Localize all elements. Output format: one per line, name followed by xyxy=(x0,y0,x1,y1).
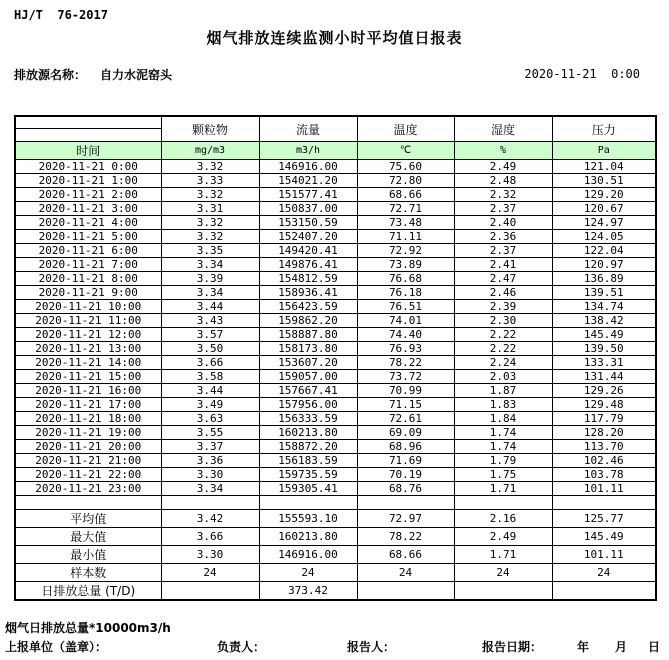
summary-value-cell: 3.42 xyxy=(161,510,259,528)
value-cell: 159862.20 xyxy=(259,314,357,328)
value-cell: 2.22 xyxy=(454,342,552,356)
value-cell: 158887.80 xyxy=(259,328,357,342)
time-cell: 2020-11-21 7:00 xyxy=(15,258,161,272)
time-cell: 2020-11-21 20:00 xyxy=(15,440,161,454)
time-cell: 2020-11-21 19:00 xyxy=(15,426,161,440)
data-row xyxy=(15,244,656,258)
summary-label-cell: 最小值 xyxy=(15,546,161,564)
value-cell: 152407.20 xyxy=(259,230,357,244)
value-cell: 74.01 xyxy=(357,314,454,328)
value-cell: 3.50 xyxy=(161,342,259,356)
summary-value-cell: 3.30 xyxy=(161,546,259,564)
value-cell: 146916.00 xyxy=(259,160,357,174)
time-cell: 2020-11-21 11:00 xyxy=(15,314,161,328)
summary-value-cell: 24 xyxy=(552,564,656,582)
corner-top-cell xyxy=(16,117,161,129)
unit-flow: m3/h xyxy=(259,142,357,160)
col-header-pressure: 压力 xyxy=(552,116,656,142)
data-row xyxy=(15,342,656,356)
data-row xyxy=(15,314,656,328)
monitoring-table xyxy=(14,115,657,601)
value-cell: 3.30 xyxy=(161,468,259,482)
summary-value-cell: 1.71 xyxy=(454,546,552,564)
value-cell: 3.35 xyxy=(161,244,259,258)
column-name-row xyxy=(15,116,656,142)
summary-value-cell: 68.66 xyxy=(357,546,454,564)
value-cell: 76.93 xyxy=(357,342,454,356)
responsible-label: 负责人： xyxy=(217,640,266,654)
flow-total-note: 烟气日排放总量*10000m3/h xyxy=(5,621,171,635)
value-cell: 3.58 xyxy=(161,370,259,384)
value-cell: 72.92 xyxy=(357,244,454,258)
value-cell: 2.41 xyxy=(454,258,552,272)
emission-source-row xyxy=(14,66,172,83)
value-cell: 128.20 xyxy=(552,426,656,440)
value-cell: 134.74 xyxy=(552,300,656,314)
report-unit-label: 上报单位（盖章）： xyxy=(5,640,108,654)
value-cell: 1.74 xyxy=(454,440,552,454)
value-cell: 1.79 xyxy=(454,454,552,468)
data-row xyxy=(15,412,656,426)
value-cell: 3.32 xyxy=(161,230,259,244)
summary-value-cell: 24 xyxy=(357,564,454,582)
value-cell: 129.26 xyxy=(552,384,656,398)
value-cell: 103.78 xyxy=(552,468,656,482)
data-row xyxy=(15,370,656,384)
value-cell: 159735.59 xyxy=(259,468,357,482)
value-cell: 124.05 xyxy=(552,230,656,244)
data-row xyxy=(15,356,656,370)
value-cell: 68.96 xyxy=(357,440,454,454)
value-cell: 153150.59 xyxy=(259,216,357,230)
summary-value-cell: 155593.10 xyxy=(259,510,357,528)
summary-value-cell xyxy=(552,582,656,601)
unit-row xyxy=(15,142,656,160)
summary-value-cell xyxy=(357,582,454,601)
value-cell: 159305.41 xyxy=(259,482,357,496)
standard-code: HJ/T 76-2017 xyxy=(14,8,108,22)
value-cell: 2.30 xyxy=(454,314,552,328)
data-row xyxy=(15,468,656,482)
value-cell: 122.04 xyxy=(552,244,656,258)
value-cell: 73.89 xyxy=(357,258,454,272)
data-row xyxy=(15,216,656,230)
summary-value-cell: 373.42 xyxy=(259,582,357,601)
value-cell: 3.44 xyxy=(161,300,259,314)
data-row xyxy=(15,426,656,440)
emission-source-name: 自力水泥窑头 xyxy=(100,68,173,82)
data-row xyxy=(15,440,656,454)
time-cell: 2020-11-21 4:00 xyxy=(15,216,161,230)
value-cell: 70.99 xyxy=(357,384,454,398)
value-cell: 73.72 xyxy=(357,370,454,384)
value-cell: 2.39 xyxy=(454,300,552,314)
col-header-humidity: 湿度 xyxy=(454,116,552,142)
value-cell: 151577.41 xyxy=(259,188,357,202)
value-cell: 2.03 xyxy=(454,370,552,384)
value-cell: 78.22 xyxy=(357,356,454,370)
data-row xyxy=(15,300,656,314)
data-row xyxy=(15,202,656,216)
time-cell: 2020-11-21 10:00 xyxy=(15,300,161,314)
value-cell: 160213.80 xyxy=(259,426,357,440)
time-cell: 2020-11-21 0:00 xyxy=(15,160,161,174)
col-header-temperature: 温度 xyxy=(357,116,454,142)
year-label: 年 xyxy=(577,640,590,654)
value-cell: 2.40 xyxy=(454,216,552,230)
time-cell: 2020-11-21 23:00 xyxy=(15,482,161,496)
value-cell: 158173.80 xyxy=(259,342,357,356)
time-header-corner xyxy=(15,116,161,142)
value-cell: 158936.41 xyxy=(259,286,357,300)
value-cell: 153607.20 xyxy=(259,356,357,370)
time-cell: 2020-11-21 18:00 xyxy=(15,412,161,426)
summary-value-cell: 72.97 xyxy=(357,510,454,528)
value-cell: 1.87 xyxy=(454,384,552,398)
value-cell: 74.40 xyxy=(357,328,454,342)
value-cell: 3.33 xyxy=(161,174,259,188)
time-cell: 2020-11-21 2:00 xyxy=(15,188,161,202)
summary-label-cell: 日排放总量 (T/D) xyxy=(15,582,161,601)
value-cell: 3.37 xyxy=(161,440,259,454)
unit-particulate: mg/m3 xyxy=(161,142,259,160)
value-cell: 2.37 xyxy=(454,244,552,258)
emission-source-label: 排放源名称： xyxy=(14,68,87,82)
value-cell: 129.20 xyxy=(552,188,656,202)
summary-value-cell: 3.66 xyxy=(161,528,259,546)
data-row xyxy=(15,272,656,286)
unit-temperature: ℃ xyxy=(357,142,454,160)
value-cell: 68.76 xyxy=(357,482,454,496)
data-row xyxy=(15,398,656,412)
value-cell: 3.57 xyxy=(161,328,259,342)
value-cell: 154812.59 xyxy=(259,272,357,286)
value-cell: 3.63 xyxy=(161,412,259,426)
summary-label-cell: 平均值 xyxy=(15,510,161,528)
time-cell: 2020-11-21 9:00 xyxy=(15,286,161,300)
value-cell: 138.42 xyxy=(552,314,656,328)
time-cell: 2020-11-21 8:00 xyxy=(15,272,161,286)
summary-value-cell: 24 xyxy=(454,564,552,582)
value-cell: 3.34 xyxy=(161,286,259,300)
report-date-label: 报告日期： xyxy=(482,640,543,654)
value-cell: 124.97 xyxy=(552,216,656,230)
value-cell: 2.48 xyxy=(454,174,552,188)
value-cell: 76.51 xyxy=(357,300,454,314)
value-cell: 156423.59 xyxy=(259,300,357,314)
value-cell: 72.80 xyxy=(357,174,454,188)
data-row xyxy=(15,482,656,496)
value-cell: 120.67 xyxy=(552,202,656,216)
summary-value-cell: 2.16 xyxy=(454,510,552,528)
value-cell: 3.49 xyxy=(161,398,259,412)
value-cell: 130.51 xyxy=(552,174,656,188)
value-cell: 2.37 xyxy=(454,202,552,216)
summary-row xyxy=(15,564,656,582)
value-cell: 158872.20 xyxy=(259,440,357,454)
value-cell: 3.32 xyxy=(161,160,259,174)
summary-value-cell: 101.11 xyxy=(552,546,656,564)
value-cell: 139.51 xyxy=(552,286,656,300)
time-cell: 2020-11-21 15:00 xyxy=(15,370,161,384)
summary-label-cell: 样本数 xyxy=(15,564,161,582)
summary-row xyxy=(15,510,656,528)
unit-pressure: Pa xyxy=(552,142,656,160)
value-cell: 76.18 xyxy=(357,286,454,300)
report-datetime: 2020-11-21 0:00 xyxy=(524,67,640,81)
empty-cell xyxy=(552,496,656,510)
data-row xyxy=(15,188,656,202)
time-cell: 2020-11-21 12:00 xyxy=(15,328,161,342)
value-cell: 3.32 xyxy=(161,188,259,202)
value-cell: 3.39 xyxy=(161,272,259,286)
month-label: 月 xyxy=(615,640,628,654)
summary-value-cell: 146916.00 xyxy=(259,546,357,564)
data-row xyxy=(15,286,656,300)
spacer-row xyxy=(15,496,656,510)
value-cell: 3.55 xyxy=(161,426,259,440)
value-cell: 133.31 xyxy=(552,356,656,370)
value-cell: 157667.41 xyxy=(259,384,357,398)
value-cell: 159057.00 xyxy=(259,370,357,384)
value-cell: 1.84 xyxy=(454,412,552,426)
time-cell: 2020-11-21 17:00 xyxy=(15,398,161,412)
data-row xyxy=(15,174,656,188)
time-cell: 2020-11-21 5:00 xyxy=(15,230,161,244)
value-cell: 75.60 xyxy=(357,160,454,174)
time-cell: 2020-11-21 3:00 xyxy=(15,202,161,216)
value-cell: 120.97 xyxy=(552,258,656,272)
summary-value-cell: 24 xyxy=(259,564,357,582)
summary-value-cell: 78.22 xyxy=(357,528,454,546)
time-cell: 2020-11-21 6:00 xyxy=(15,244,161,258)
empty-cell xyxy=(161,496,259,510)
value-cell: 3.34 xyxy=(161,258,259,272)
value-cell: 2.49 xyxy=(454,160,552,174)
col-header-particulate: 颗粒物 xyxy=(161,116,259,142)
time-cell: 2020-11-21 21:00 xyxy=(15,454,161,468)
value-cell: 3.32 xyxy=(161,216,259,230)
summary-value-cell: 160213.80 xyxy=(259,528,357,546)
value-cell: 102.46 xyxy=(552,454,656,468)
value-cell: 1.74 xyxy=(454,426,552,440)
value-cell: 2.36 xyxy=(454,230,552,244)
summary-row xyxy=(15,546,656,564)
empty-cell xyxy=(357,496,454,510)
value-cell: 149420.41 xyxy=(259,244,357,258)
summary-row xyxy=(15,528,656,546)
data-row xyxy=(15,454,656,468)
value-cell: 101.11 xyxy=(552,482,656,496)
summary-value-cell: 125.77 xyxy=(552,510,656,528)
summary-label-cell: 最大值 xyxy=(15,528,161,546)
value-cell: 129.48 xyxy=(552,398,656,412)
value-cell: 149876.41 xyxy=(259,258,357,272)
value-cell: 72.71 xyxy=(357,202,454,216)
time-cell: 2020-11-21 13:00 xyxy=(15,342,161,356)
value-cell: 3.43 xyxy=(161,314,259,328)
value-cell: 121.04 xyxy=(552,160,656,174)
time-cell: 2020-11-21 22:00 xyxy=(15,468,161,482)
value-cell: 2.24 xyxy=(454,356,552,370)
data-row xyxy=(15,258,656,272)
value-cell: 2.46 xyxy=(454,286,552,300)
value-cell: 76.68 xyxy=(357,272,454,286)
value-cell: 1.71 xyxy=(454,482,552,496)
summary-value-cell xyxy=(161,582,259,601)
value-cell: 69.09 xyxy=(357,426,454,440)
value-cell: 156183.59 xyxy=(259,454,357,468)
value-cell: 73.48 xyxy=(357,216,454,230)
empty-cell xyxy=(15,496,161,510)
value-cell: 3.36 xyxy=(161,454,259,468)
value-cell: 71.69 xyxy=(357,454,454,468)
corner-bottom-cell xyxy=(16,129,161,141)
data-row xyxy=(15,230,656,244)
summary-value-cell: 145.49 xyxy=(552,528,656,546)
value-cell: 1.75 xyxy=(454,468,552,482)
empty-cell xyxy=(259,496,357,510)
data-row xyxy=(15,160,656,174)
summary-value-cell: 2.49 xyxy=(454,528,552,546)
value-cell: 150837.00 xyxy=(259,202,357,216)
value-cell: 3.34 xyxy=(161,482,259,496)
col-header-flow: 流量 xyxy=(259,116,357,142)
summary-value-cell xyxy=(454,582,552,601)
value-cell: 157956.00 xyxy=(259,398,357,412)
time-cell: 2020-11-21 14:00 xyxy=(15,356,161,370)
value-cell: 136.89 xyxy=(552,272,656,286)
summary-value-cell: 24 xyxy=(161,564,259,582)
value-cell: 3.44 xyxy=(161,384,259,398)
value-cell: 72.61 xyxy=(357,412,454,426)
value-cell: 3.66 xyxy=(161,356,259,370)
value-cell: 71.15 xyxy=(357,398,454,412)
time-cell: 2020-11-21 1:00 xyxy=(15,174,161,188)
value-cell: 131.44 xyxy=(552,370,656,384)
unit-humidity: % xyxy=(454,142,552,160)
value-cell: 71.11 xyxy=(357,230,454,244)
summary-row xyxy=(15,582,656,601)
value-cell: 2.32 xyxy=(454,188,552,202)
reporter-label: 报告人： xyxy=(347,640,396,654)
value-cell: 2.47 xyxy=(454,272,552,286)
value-cell: 145.49 xyxy=(552,328,656,342)
signature-line xyxy=(0,638,669,654)
data-row xyxy=(15,384,656,398)
value-cell: 156333.59 xyxy=(259,412,357,426)
value-cell: 3.31 xyxy=(161,202,259,216)
day-label: 日 xyxy=(648,640,661,654)
empty-cell xyxy=(454,496,552,510)
data-row xyxy=(15,328,656,342)
value-cell: 70.19 xyxy=(357,468,454,482)
time-cell: 2020-11-21 16:00 xyxy=(15,384,161,398)
value-cell: 139.50 xyxy=(552,342,656,356)
value-cell: 117.79 xyxy=(552,412,656,426)
page-title: 烟气排放连续监测小时平均值日报表 xyxy=(206,29,463,47)
value-cell: 1.83 xyxy=(454,398,552,412)
value-cell: 154021.20 xyxy=(259,174,357,188)
value-cell: 113.70 xyxy=(552,440,656,454)
value-cell: 2.22 xyxy=(454,328,552,342)
time-header: 时间 xyxy=(15,142,161,160)
value-cell: 68.66 xyxy=(357,188,454,202)
